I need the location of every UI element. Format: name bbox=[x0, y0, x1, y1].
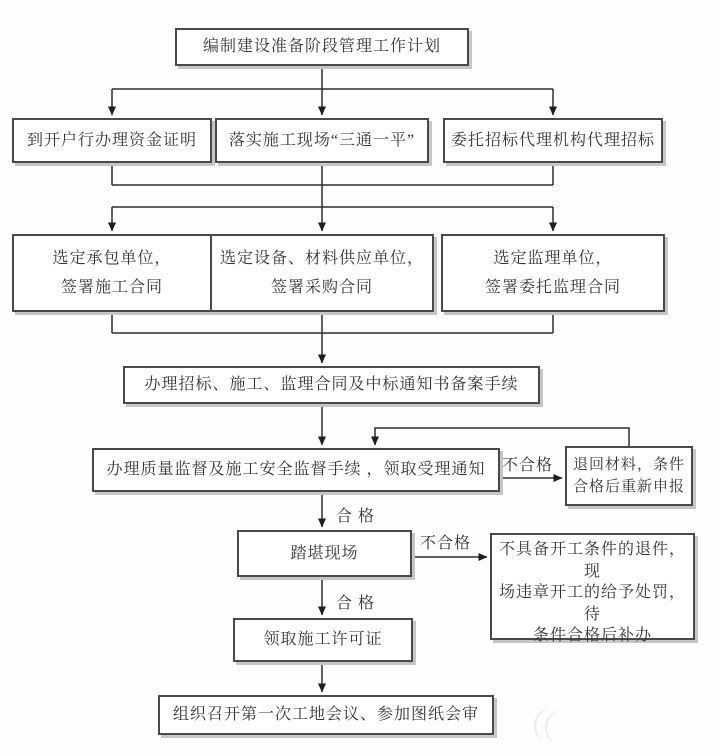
node-supervisor-line2: 签署委托监理合同 bbox=[484, 278, 621, 296]
edge-label-pass-1: 合 格 bbox=[336, 508, 376, 525]
node-permit bbox=[233, 618, 413, 662]
node-contractor-line2: 签署施工合同 bbox=[60, 278, 163, 296]
node-site-ready-label: 落实施工现场“三通一平” bbox=[228, 131, 416, 149]
node-return-materials-line2: 合格后重新申报 bbox=[572, 479, 685, 496]
node-bid-agency-label: 委托招标代理机构代理招标 bbox=[450, 131, 655, 149]
node-quality-apply bbox=[92, 448, 500, 492]
node-supervisor bbox=[441, 234, 665, 312]
node-bid-agency bbox=[443, 118, 663, 163]
node-return-materials bbox=[565, 446, 693, 506]
node-contractor-line1: 选定承包单位， bbox=[52, 249, 172, 267]
node-plan-label: 编制建设准备阶段管理工作计划 bbox=[202, 38, 441, 56]
node-supplier-line2: 签署采购合同 bbox=[270, 278, 373, 296]
node-supplier bbox=[210, 234, 434, 312]
node-quality-apply-label: 办理质量监督及施工安全监督手续 ，领取受理通知 bbox=[106, 461, 486, 479]
node-not-ready-line3: 条件合格后补办 bbox=[532, 627, 652, 645]
edge-label-fail-1: 不合格 bbox=[502, 457, 554, 474]
node-site-visit bbox=[237, 530, 412, 577]
node-not-ready bbox=[490, 533, 695, 645]
node-site-ready bbox=[215, 118, 429, 163]
node-return-materials-line1: 退回材料，条件 bbox=[572, 456, 685, 473]
edge-feedback-loop bbox=[375, 428, 629, 446]
node-supervisor-line1: 选定监理单位， bbox=[493, 249, 613, 267]
node-filing-label: 办理招标、施工、监理合同及中标通知书备案手续 bbox=[144, 376, 519, 394]
node-fund-proof-label: 到开户行办理资金证明 bbox=[26, 131, 197, 149]
node-filing bbox=[123, 366, 540, 404]
node-contractor bbox=[12, 234, 212, 312]
edge-label-pass-2: 合 格 bbox=[336, 595, 376, 612]
node-first-meeting-label: 组织召开第一次工地会议、参加图纸会审 bbox=[172, 706, 479, 724]
edge-label-fail-2: 不合格 bbox=[420, 535, 472, 552]
node-not-ready-line1: 不具备开工条件的退件，现 bbox=[498, 541, 686, 580]
node-first-meeting bbox=[158, 695, 494, 735]
node-not-ready-line2: 场违章开工的给予处罚，待 bbox=[498, 584, 686, 623]
node-fund-proof bbox=[12, 118, 212, 163]
node-plan bbox=[175, 28, 469, 66]
node-supplier-line1: 选定设备、材料供应单位， bbox=[219, 249, 424, 267]
node-site-visit-label: 踏堪现场 bbox=[290, 544, 359, 562]
node-permit-label: 领取施工许可证 bbox=[263, 631, 383, 649]
watermark: （（ bbox=[509, 704, 554, 747]
